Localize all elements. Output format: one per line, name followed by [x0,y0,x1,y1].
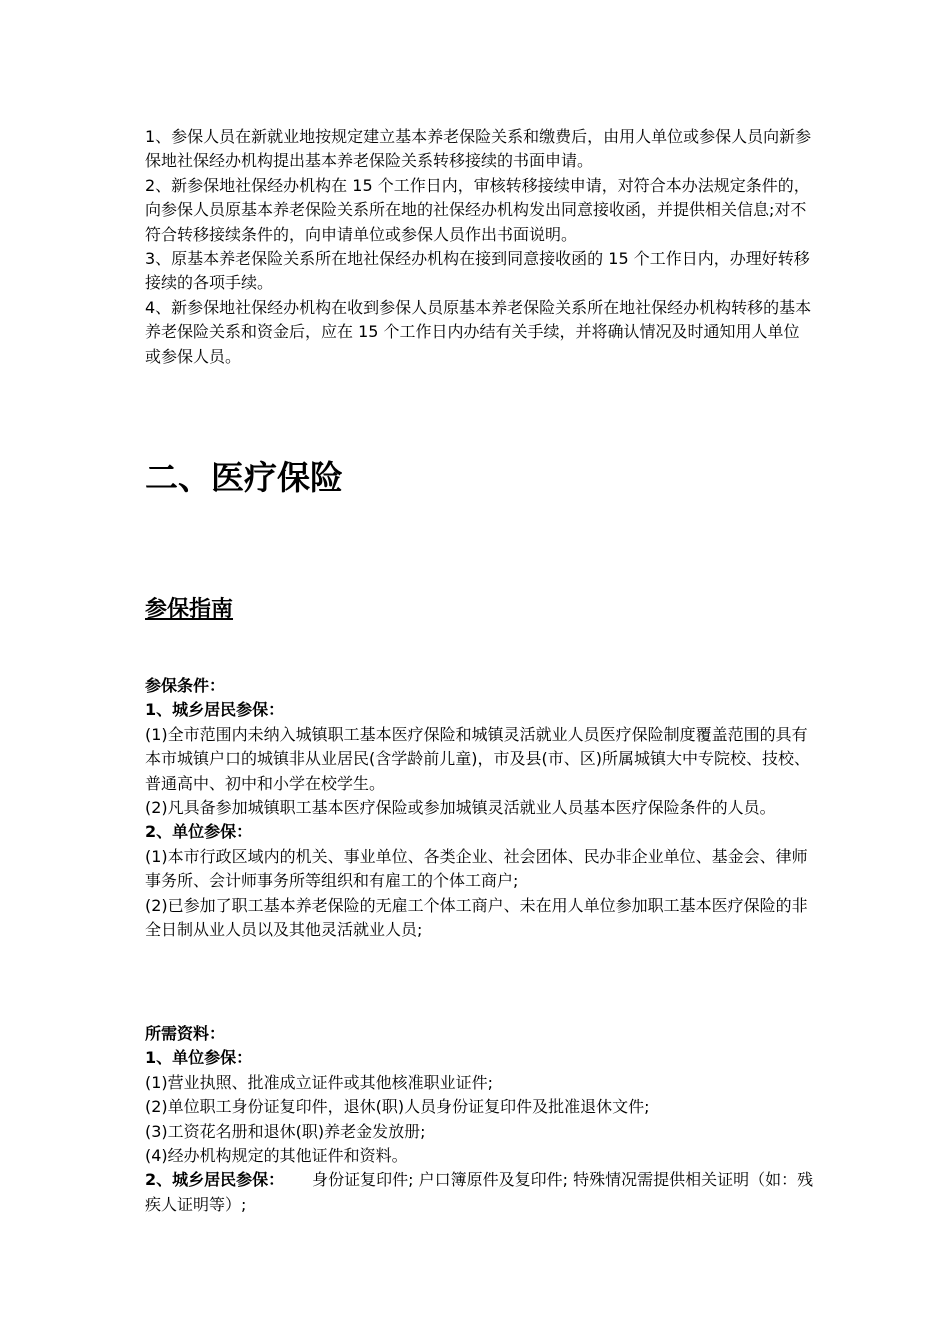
step-1: 1、参保人员在新就业地按规定建立基本养老保险关系和缴费后，由用人单位或参保人员向新参保地社保经办机构提出基本养老保险关系转移接续的书面申请。 [145,127,812,171]
materials-urban-rural-label: 2、城乡居民参保： [145,1170,285,1190]
employer-label: 2、单位参保： [145,822,253,842]
materials-urban-rural-text: 身份证复印件; 户口簿原件及复印件; 特殊情况需提供相关证明（如：残疾人证明等）; [145,1170,814,1214]
step-3: 3、原基本养老保险关系所在地社保经办机构在接到同意接收函的 15 个工作日内，办理好转移接续的各项手续。 [145,249,810,293]
conditions-title: 参保条件： [145,676,226,695]
employer-item-2: (2)已参加了职工基本养老保险的无雇工个体工商户、未在用人单位参加职工基本医疗保险的非全日制从业人员以及其他灵活就业人员; [145,895,808,940]
employer-item-1: (1)本市行政区域内的机关、事业单位、各类企业、社会团体、民办非企业单位、基金会、律师事务所、会计师事务所等组织和有雇工的个体工商户; [145,846,808,891]
medical-insurance-heading: 二、医疗保险 [145,458,343,497]
materials-employer-label: 1、单位参保： [145,1048,253,1068]
enrollment-conditions [145,674,815,942]
urban-rural-item-2: (2)凡具备参加城镇职工基本医疗保险或参加城镇灵活就业人员基本医疗保险条件的人员。 [145,798,776,818]
urban-rural-label: 1、城乡居民参保： [145,700,285,720]
materials-employer-item-4: (4)经办机构规定的其他证件和资料。 [145,1146,408,1166]
step-2: 2、新参保地社保经办机构在 15 个工作日内，审核转移接续申请，对符合本办法规定条件的，向参保人员原基本养老保险关系所在地的社保经办机构发出同意接收函，并提供相关信息;对不符合转移接续条件的，向申请单位或参保人员作出书面说明。 [145,175,810,244]
materials-employer-item-2: (2)单位职工身份证复印件，退休(职)人员身份证复印件及批准退休文件; [145,1097,650,1117]
pension-transfer-steps [145,125,815,369]
required-materials [145,1022,815,1217]
urban-rural-item-1: (1)全市范围内未纳入城镇职工基本医疗保险和城镇灵活就业人员医疗保险制度覆盖范围的具有本市城镇户口的城镇非从业居民(含学龄前儿童)，市及县(市、区)所属城镇大中专院校、技校、普通高中、初中和小学在校学生。 [145,724,810,793]
materials-employer-item-1: (1)营业执照、批准成立证件或其他核准职业证件; [145,1072,494,1092]
materials-urban-rural [145,1168,815,1217]
materials-employer-item-3: (3)工资花名册和退休(职)养老金发放册; [145,1121,426,1141]
step-4: 4、新参保地社保经办机构在收到参保人员原基本养老保险关系所在地社保经办机构转移的基本养老保险关系和资金后，应在 15 个工作日内办结有关手续，并将确认情况及时通知用人单位或参保人员。 [145,297,812,366]
materials-title: 所需资料： [145,1024,226,1043]
enrollment-guide-heading: 参保指南 [145,597,234,622]
